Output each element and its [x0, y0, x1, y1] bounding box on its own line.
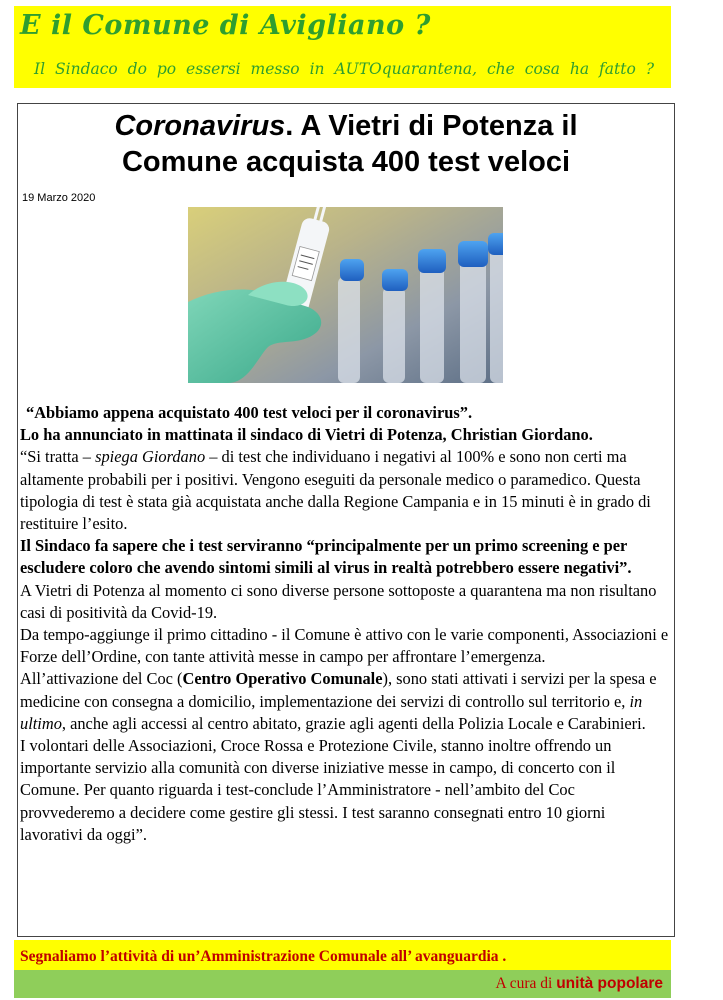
headline-italic-word: Coronavirus — [114, 110, 286, 142]
body-paragraph-5: A Vietri di Potenza al momento ci sono diverse persone sottoposte a quarantena ma non risultano casi di positività da Covid-19. — [20, 580, 657, 622]
headline-line2: Comune acquista 400 test veloci — [121, 146, 571, 178]
article-headline — [18, 108, 674, 180]
p7-part-c: ), sono stati attivati i servizi per la spesa e medicine con consegna a domicilio, implementazione dei servizi di controllo sul territorio e, — [20, 669, 657, 711]
bottom-banner — [14, 940, 671, 998]
p7-part-b: Centro Operativo Comunale — [182, 669, 383, 689]
p3-part-b: spiega Giordano — [95, 447, 206, 467]
article-date: 19 Marzo 2020 — [22, 192, 96, 204]
footer-brand: unità popolare — [556, 975, 663, 992]
p3-part-a: “Si tratta – — [20, 447, 96, 467]
p7-part-a: All’attivazione del Coc ( — [20, 669, 183, 689]
article-photo — [188, 207, 503, 383]
footer-prefix: A cura di — [495, 975, 557, 992]
article-body — [20, 402, 670, 846]
footer-line-1: Segnaliamo l’attività di un’Amministrazione Comunale all’ avanguardia . — [20, 948, 507, 965]
body-announcement: Lo ha annunciato in mattinata il sindaco di Vietri di Potenza, Christian Giordano. — [20, 425, 593, 445]
banner-subtitle: Il Sindaco do po essersi messo in AUTOquarantena, che cosa ha fatto ? — [34, 60, 655, 78]
body-quote: “Abbiamo appena acquistato 400 test veloci per il coronavirus”. — [26, 403, 473, 422]
article-box — [17, 103, 675, 937]
footer-line-2 — [496, 975, 664, 993]
body-paragraph-4 — [20, 535, 670, 579]
p7-part-e: , anche agli accessi al centro abitato, grazie agli agenti della Polizia Locale e Carabinieri. — [61, 713, 646, 733]
body-paragraph-6: Da tempo-aggiunge il primo cittadino - il Comune è attivo con le varie componenti, Associazioni e Forze dell’Ordine, con tante attività messe in campo per affrontare l’emergenza. — [20, 625, 669, 667]
banner-title: E il Comune di Avigliano ? — [20, 10, 431, 41]
top-banner — [14, 6, 671, 88]
body-paragraph-7 — [20, 668, 670, 735]
body-paragraph-1 — [20, 402, 670, 424]
p3-part-c: – di test che individuano i negativi al 100% e sono non certi ma altamente probabili per i positivi. Vengono eseguiti da personale medico o paramedico. Questa tipologia di test è stata già acquistata anche dalla Regione Campania e in 15 minuti è in grado di restituire l’esito. — [20, 447, 651, 534]
p7-part-d: in ultimo — [20, 691, 643, 733]
body-paragraph-8: I volontari delle Associazioni, Croce Rossa e Protezione Civile, stanno inoltre offrendo un importante servizio alla comunità con diverse iniziative messe in campo, di concerto con il Comune. Per quanto riguarda i test-conclude l’Amministratore - nell’ambito del Coc provvederemo a decidere come gestire gli stessi. I test saranno consegnati entro 10 giorni lavorativi da oggi”. — [20, 736, 616, 844]
headline-line1-rest: . A Vietri di Potenza il — [285, 110, 578, 142]
body-paragraph-3 — [20, 446, 670, 535]
body-paragraph-2 — [20, 424, 670, 446]
body-mayor-statement: Il Sindaco fa sapere che i test serviranno “principalmente per un primo screening e per escludere coloro che avendo sintomi simili al virus in realtà potrebbero essere negativi”. — [20, 536, 632, 578]
